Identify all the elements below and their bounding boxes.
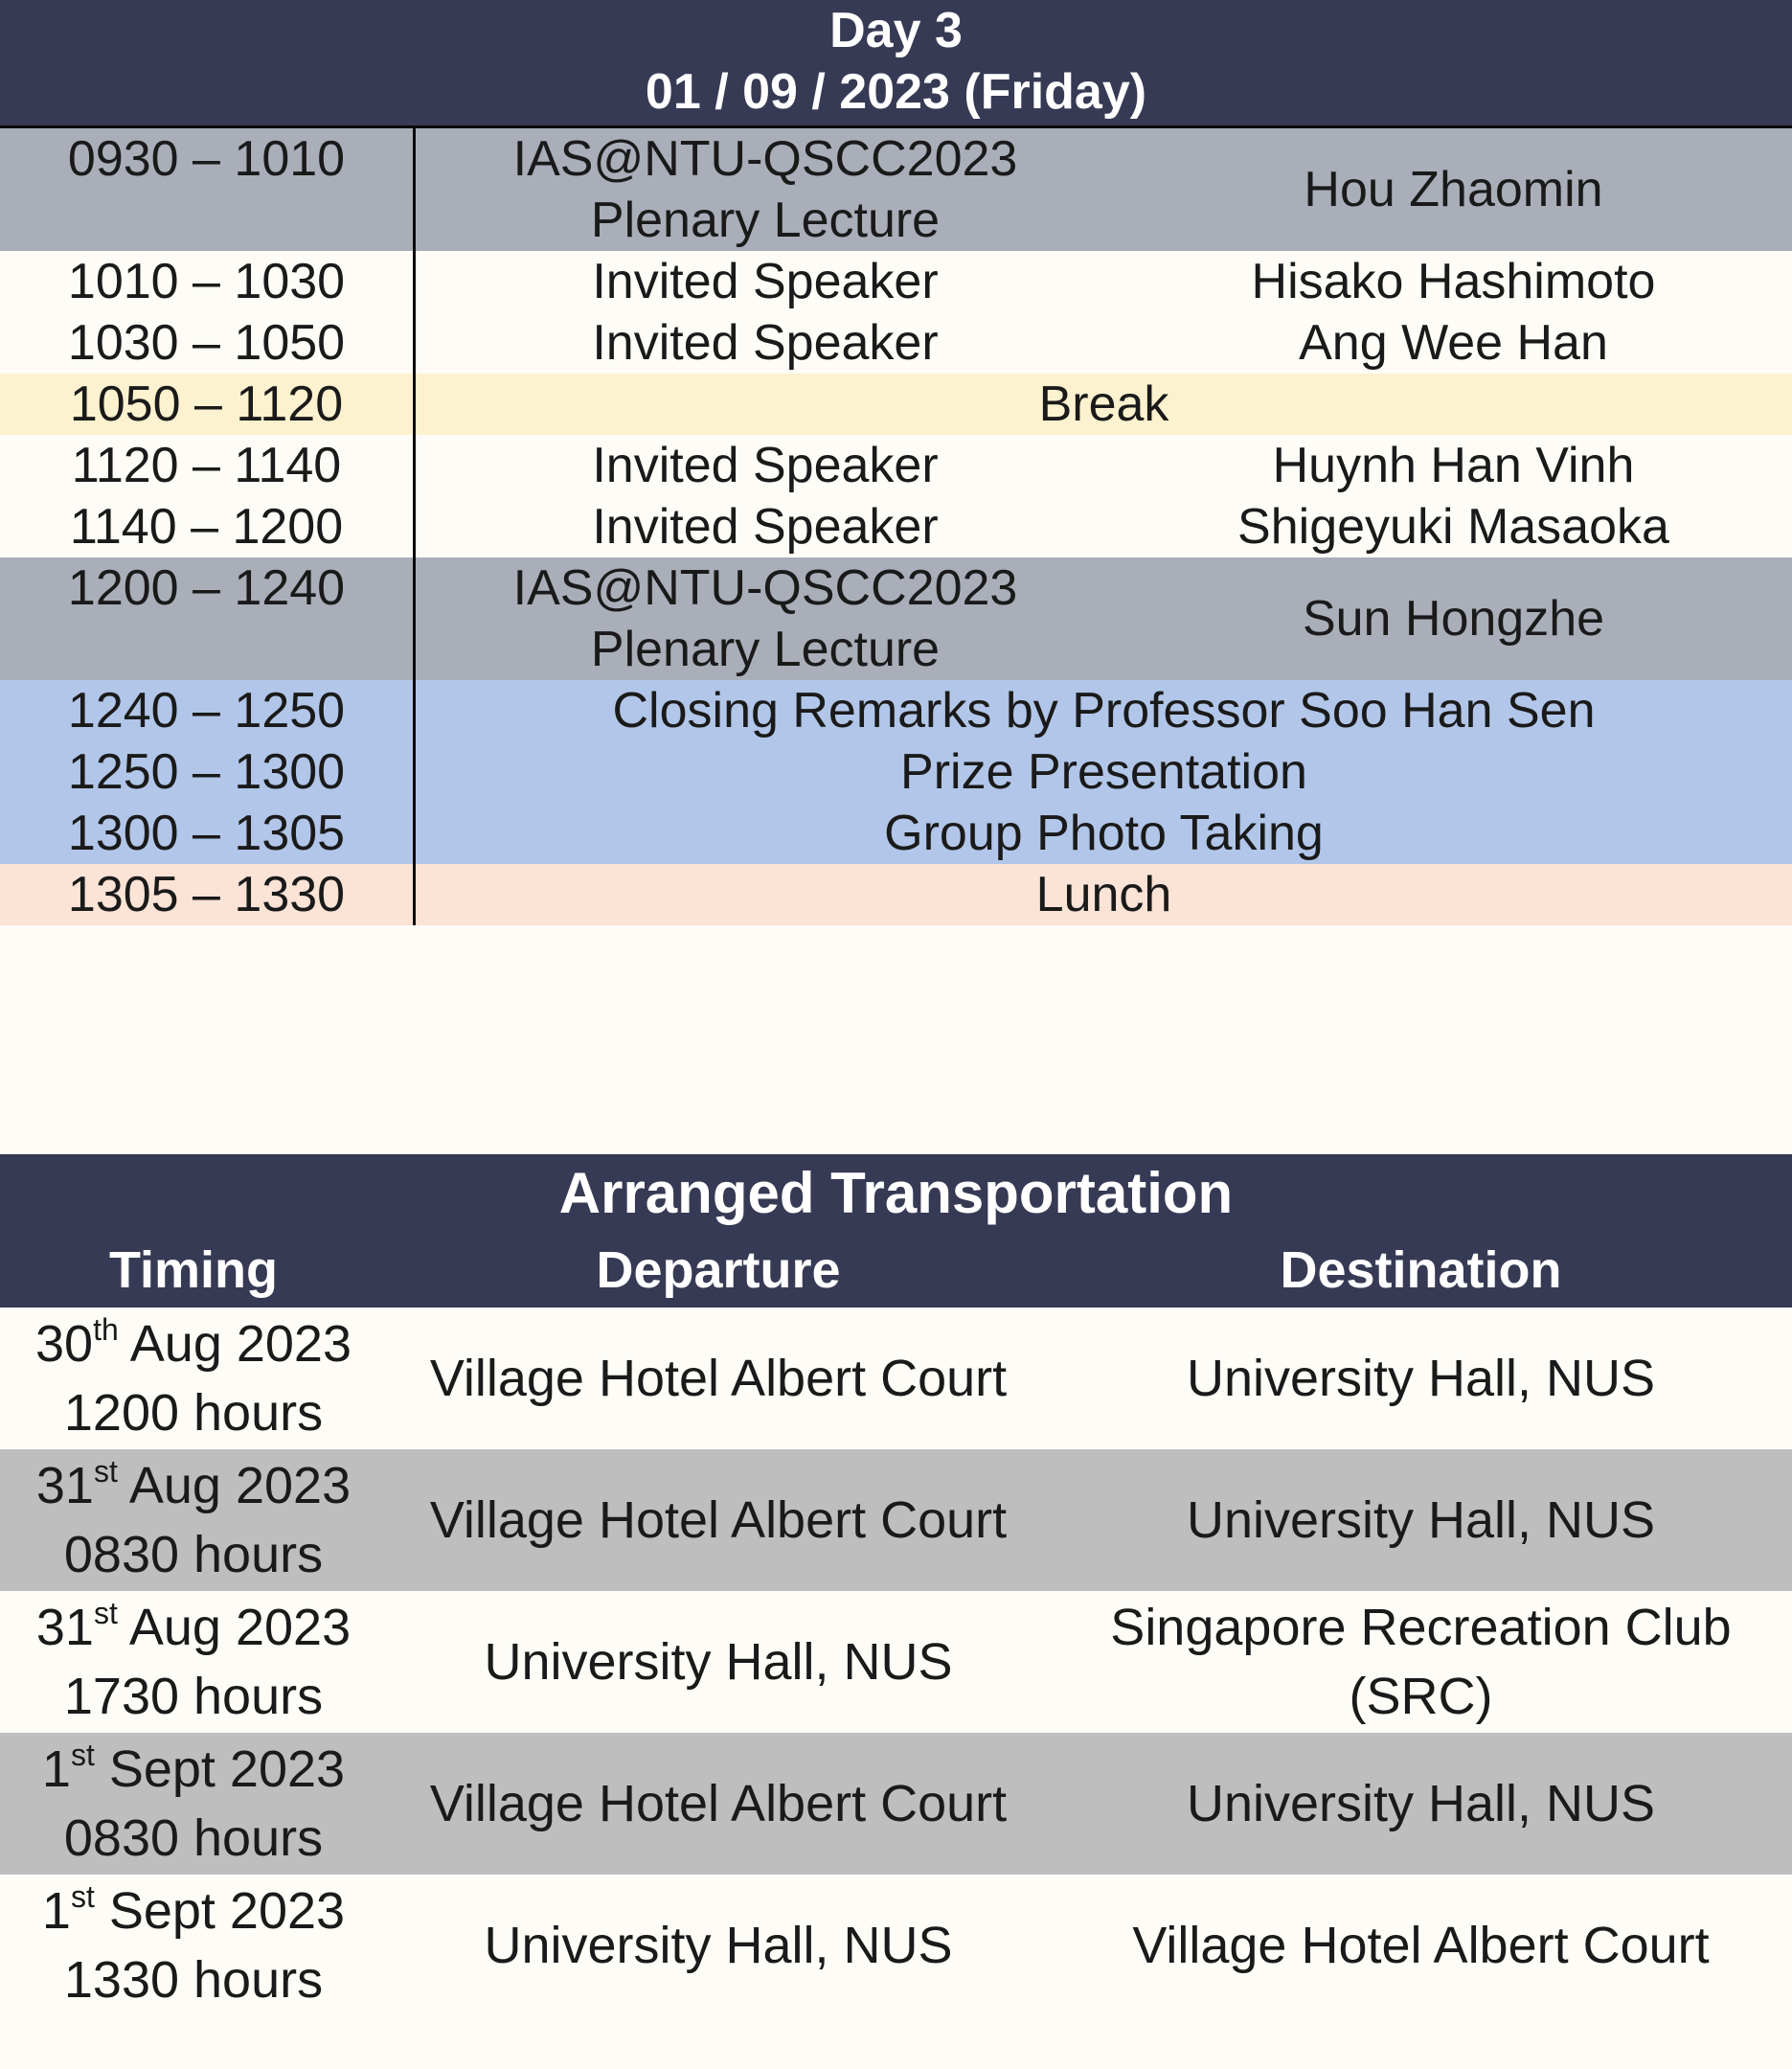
schedule-row [0,435,1792,496]
date-suffix: st [70,1738,95,1772]
date-month-year: Aug 2023 [117,1457,352,1514]
event-label: Group Photo Taking [884,806,1324,861]
schedule-row [0,557,1792,680]
departure-time: 0830 hours [63,1809,324,1867]
departure-cell: Village Hotel Albert Court [429,1775,1008,1832]
time-slot: 1140 – 1200 [0,496,416,557]
schedule-row [0,374,1792,435]
schedule-row [0,496,1792,557]
event-label: Closing Remarks by Professor Soo Han Sen [612,683,1596,739]
table-row [0,1307,1792,1449]
schedule-row [0,803,1792,864]
date-month-year: Aug 2023 [117,1599,352,1656]
speaker-name: Huynh Han Vinh [1272,438,1635,493]
date-suffix: st [70,1879,95,1914]
column-header-destination: Destination [1280,1241,1562,1299]
date-day: 31 [35,1457,94,1514]
schedule-row [0,864,1792,925]
schedule-row [0,251,1792,312]
schedule-row [0,741,1792,803]
event-label: Break [1038,376,1169,432]
date-day: 31 [35,1599,94,1656]
date-suffix: th [93,1312,119,1347]
departure-cell: Village Hotel Albert Court [429,1350,1008,1407]
table-row [0,1875,1792,2016]
timing-cell [0,1875,387,2016]
date-suffix: st [93,1454,118,1489]
time-slot: 1200 – 1240 [67,560,346,616]
destination-cell: University Hall, NUS [1186,1775,1656,1832]
departure-cell: University Hall, NUS [484,1633,953,1691]
table-row [0,1591,1792,1733]
date-day: 1 [41,1740,71,1798]
schedule-row [0,312,1792,374]
time-slot: 1120 – 1140 [0,435,416,496]
session-category: Invited Speaker [592,315,939,371]
speaker-name: Sun Hongzhe [1302,591,1605,647]
destination-cell: University Hall, NUS [1186,1350,1656,1407]
time-slot: 1010 – 1030 [0,251,416,312]
departure-time: 0830 hours [63,1526,324,1583]
session-category: IAS@NTU-QSCC2023 [512,560,1018,616]
time-slot: 1250 – 1300 [0,741,416,803]
departure-cell: University Hall, NUS [484,1917,953,1974]
speaker-name: Hou Zhaomin [1304,162,1603,217]
table-row [0,1733,1792,1875]
date-day: 30 [34,1315,94,1373]
column-header-departure: Departure [596,1241,841,1299]
session-category: Invited Speaker [592,254,939,309]
session-category: Invited Speaker [592,499,939,555]
date-suffix: st [93,1596,118,1630]
time-slot: 1030 – 1050 [0,312,416,374]
speaker-name: Hisako Hashimoto [1251,254,1656,309]
schedule-table [0,128,1792,925]
destination-cell: Village Hotel Albert Court [1132,1917,1710,1974]
transport-title: Arranged Transportation [558,1161,1234,1225]
day-date: 01 / 09 / 2023 (Friday) [645,64,1147,120]
timing-cell [0,1307,387,1449]
session-category: Invited Speaker [592,438,939,493]
session-category: IAS@NTU-QSCC2023 [512,131,1018,187]
departure-cell: Village Hotel Albert Court [429,1491,1008,1549]
date-month-year: Sept 2023 [94,1740,346,1798]
departure-time: 1200 hours [63,1384,324,1442]
departure-time: 1730 hours [63,1668,324,1725]
destination-cell: University Hall, NUS [1186,1491,1656,1549]
timing-cell [0,1591,387,1733]
time-slot: 0930 – 1010 [67,131,346,187]
schedule-row [0,128,1792,251]
day-header [0,0,1792,128]
session-category: Plenary Lecture [590,193,941,248]
date-month-year: Aug 2023 [118,1315,352,1373]
schedule-row [0,680,1792,741]
column-header-timing: Timing [108,1241,278,1299]
time-slot: 1050 – 1120 [0,374,416,435]
transport-header [0,1154,1792,1307]
time-slot: 1300 – 1305 [0,803,416,864]
session-category: Plenary Lecture [590,622,941,677]
table-row [0,1449,1792,1591]
time-slot: 1240 – 1250 [0,680,416,741]
event-label: Lunch [1035,867,1172,922]
destination-cell: Singapore Recreation Club (SRC) [1110,1599,1732,1725]
speaker-name: Shigeyuki Masaoka [1237,499,1669,555]
timing-cell [0,1449,387,1591]
event-label: Prize Presentation [900,744,1307,800]
date-day: 1 [41,1882,71,1940]
time-slot: 1305 – 1330 [0,864,416,925]
speaker-name: Ang Wee Han [1299,315,1608,371]
date-month-year: Sept 2023 [94,1882,346,1940]
day-title: Day 3 [829,3,963,58]
timing-cell [0,1733,387,1875]
departure-time: 1330 hours [63,1951,324,2009]
